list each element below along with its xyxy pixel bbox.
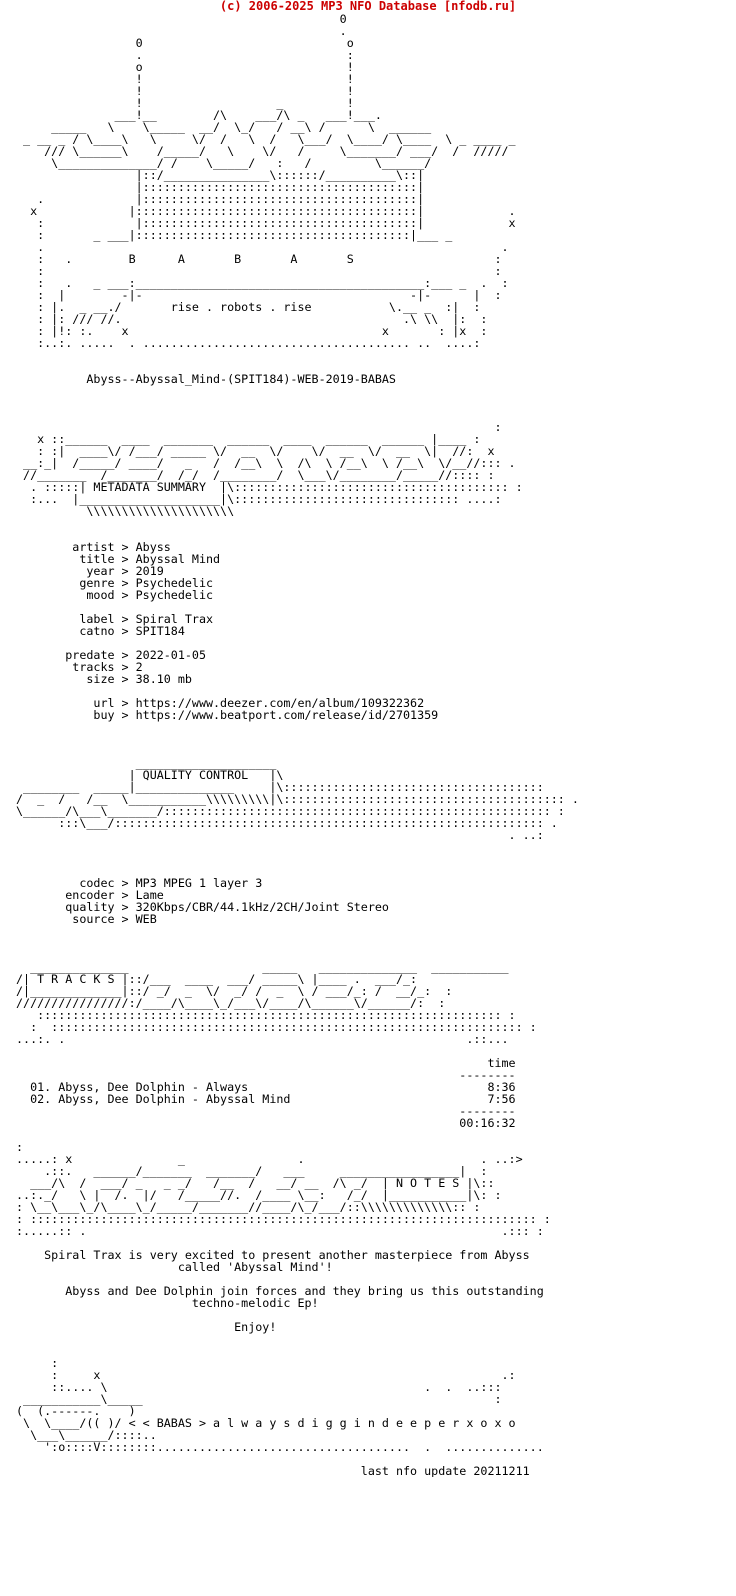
nfo-line: quality > 320Kbps/CBR/44.1kHz/2CH/Joint Stereo <box>16 900 389 914</box>
nfo-line: : :| ____\/ /___/ _____ \/ __ \/ \/ __ \/ __ \| //: x <box>16 444 495 458</box>
nfo-line: ! _ ! <box>16 96 354 110</box>
nfo-line: x |::::::::::::::::::::::::::::::::::::::::| . <box>16 204 516 218</box>
nfo-line: 02. Abyss, Dee Dolphin - Abyssal Mind 7:56 <box>16 1092 516 1106</box>
nfo-line: url > https://www.deezer.com/en/album/109322362 <box>16 696 425 710</box>
nfo-line: 01. Abyss, Dee Dolphin - Always 8:36 <box>16 1080 516 1094</box>
nfo-line: ( (.------. ) <box>16 1404 136 1418</box>
nfo-line: 00:16:32 <box>16 1116 516 1130</box>
nfo-line: : |!: :. x x : |x : <box>16 324 488 338</box>
nfo-line: o ! <box>16 60 354 74</box>
nfo-line: / _ / /__ \___________\\\\\\\\\|\:::::::::::::::::::::::::::::::::::::::: . <box>16 792 579 806</box>
nfo-line: ___/\ / ___/ _ _ _/ /__ / __/ __ /\ _/ | N O T E S |\:: <box>16 1176 495 1190</box>
nfo-line: /| T R A C K S |::/___ ____ ___/ _____\ |____ . ___/_: <box>16 972 418 986</box>
nfo-line: . <box>16 24 347 38</box>
nfo-line: :..:. ..... . ...................................... .. ....: <box>16 336 481 350</box>
nfo-line: : ::::::::::::::::::::::::::::::::::::::::::::::::::::::::::::::::::: : <box>16 1020 537 1034</box>
nfo-line: ..:._/ \ | /. |/ /_____//. /____ \__: /_/ |___________|\: : <box>16 1188 502 1202</box>
nfo-line: ___________\_____ : <box>16 1392 502 1406</box>
nfo-line: Spiral Trax is very excited to present another masterpiece from Abyss <box>16 1248 530 1262</box>
nfo-line: artist > Abyss <box>16 540 171 554</box>
nfo-line: ////////////////:/____/\____\_/___\/____/\______\/______/: : <box>16 996 446 1010</box>
nfo-line: : | -|- -|- | : <box>16 288 502 302</box>
nfo-line: last nfo update 20211211 <box>16 1464 530 1477</box>
nfo-line: : |:::::::::::::::::::::::::::::::::::::::| x <box>16 216 516 230</box>
nfo-line: _____ \ \_____ __/ \_/ / __\ / \ ______ <box>16 120 432 134</box>
nfo-line: techno-melodic Ep! <box>16 1296 319 1310</box>
nfo-line: _ __ _ / \____\ \ \/ / \ / \___/ \____/ \____ \ _ ____ _ <box>16 132 516 146</box>
nfo-line: : :::::::::::::::::::::::::::::::::::::::::::::::::::::::::::::::::::::::: : <box>16 1212 551 1226</box>
nfo-line: . |:::::::::::::::::::::::::::::::::::::::| <box>16 192 425 206</box>
nfo-line: : x .: <box>16 1368 516 1382</box>
nfo-line: : <box>16 1356 59 1370</box>
nfo-line: : . _ ___:_________________________________________:___ _ . : <box>16 276 509 290</box>
nfo-line: \ \____/(( )/ < < BABAS > a l w a y s d i g g i n d e e p e r x o x o <box>16 1416 516 1430</box>
nfo-line: /// \______\ /_____/ \ \/ / \_______/ ___/ / ///// <box>16 144 509 158</box>
nfo-line: ______________ _____ ______________ ___________ <box>16 960 509 974</box>
nfo-line <box>16 733 720 745</box>
nfo-line: |::/_______________\::::::/__________\::| <box>16 168 425 182</box>
nfo-line <box>16 841 720 853</box>
nfo-line: 0 o <box>16 36 354 50</box>
nfo-line <box>16 1345 720 1357</box>
nfo-line: . ..: <box>16 828 544 842</box>
nfo-line: -------- <box>16 1068 516 1082</box>
nfo-line: \______/\___\_______/::::::::::::::::::::::::::::::::::::::::::::::::::::::: : <box>16 804 565 818</box>
nfo-line: time <box>16 1056 516 1070</box>
nfo-line: title > Abyssal Mind <box>16 552 221 566</box>
copyright-banner: (c) 2006-2025 MP3 NFO Database [nfodb.ru] <box>219 0 517 13</box>
nfo-line: -------- <box>16 1104 516 1118</box>
nfo-line: 0 <box>16 13 347 26</box>
nfo-line: predate > 2022-01-05 <box>16 648 206 662</box>
nfo-line: :... |____________________|\:::::::::::::::::::::::::::::::: ....: <box>16 492 502 506</box>
nfo-line: size > 38.10 mb <box>16 672 192 686</box>
nfo-line: ':o::::V::::::::.................................... . .............. <box>16 1440 544 1454</box>
nfo-line <box>16 925 720 937</box>
nfo-line: : |: /// //. .\ \\ |: : <box>16 312 488 326</box>
nfo-line: \___\______/::::.. <box>16 1428 157 1442</box>
nfo-line: called 'Abyssal Mind'! <box>16 1260 333 1274</box>
nfo-text <box>16 13 720 1477</box>
nfo-line <box>16 937 720 949</box>
nfo-line <box>16 1129 720 1141</box>
nfo-line: : <box>16 1140 24 1154</box>
nfo-line: ___!__ /\ ___/\ _ ___!___. <box>16 108 382 122</box>
nfo-line: ! ! <box>16 72 354 86</box>
nfo-line: Abyss--Abyssal_Mind-(SPIT184)-WEB-2019-BABAS <box>16 372 396 386</box>
nfo-line: .::. ______/_______ _______/ ___ _________________| : <box>16 1164 488 1178</box>
nfo-line: encoder > Lame <box>16 888 164 902</box>
nfo-line: /|_____________|::/ _/ _ \/ _/ / _ \ / ___/_: / __/_: : <box>16 984 453 998</box>
nfo-line: :::::::::::::::::::::::::::::::::::::::::::::::::::::::::::::::::: : <box>16 1008 516 1022</box>
nfo-line <box>16 385 720 397</box>
nfo-line: . :::::| METADATA SUMMARY |\::::::::::::::::::::::::::::::::::::::: : <box>16 480 523 494</box>
nfo-line: label > Spiral Trax <box>16 612 214 626</box>
nfo-line: : : <box>16 264 502 278</box>
nfo-line <box>16 397 720 409</box>
nfo-line: source > WEB <box>16 912 157 926</box>
nfo-line: ...:. . .::... <box>16 1032 509 1046</box>
nfo-line: : |. _ __./ rise . robots . rise \.__ _ :| : <box>16 300 481 314</box>
nfo-line: year > 2019 <box>16 564 164 578</box>
nfo-line: //_______ /_______/ /_/ /________/ \___\/________/_____//:::: : <box>16 468 495 482</box>
nfo-line <box>16 349 720 361</box>
nfo-line: ____________________ <box>16 756 277 770</box>
nfo-line: : . B A B A S : <box>16 252 502 266</box>
nfo-line: Abyss and Dee Dolphin join forces and they bring us this outstanding <box>16 1284 544 1298</box>
nfo-line: ! ! <box>16 84 354 98</box>
nfo-line: : \__\___\_/\____\_/_____/_______//____/\_/___/::\\\\\\\\\\\\\:: : <box>16 1200 481 1214</box>
nfo-line: catno > SPIT184 <box>16 624 185 638</box>
nfo-line: . : <box>16 48 354 62</box>
nfo-line: . . <box>16 240 509 254</box>
nfo-line: \______________/ / \_____/ : / \______/ <box>16 156 432 170</box>
nfo-line: : <box>16 420 502 434</box>
nfo-line <box>16 517 720 529</box>
nfo-line: ::.... \ . . ..::: <box>16 1380 502 1394</box>
nfo-line: buy > https://www.beatport.com/release/id/2701359 <box>16 708 439 722</box>
nfo-line: :.....:: . .::: : <box>16 1224 544 1238</box>
nfo-line <box>16 1333 720 1345</box>
nfo-line: |:::::::::::::::::::::::::::::::::::::::| <box>16 180 425 194</box>
nfo-line: :::\___/::::::::::::::::::::::::::::::::::::::::::::::::::::::::::::: . <box>16 816 558 830</box>
nfo-line: .....: x _ . . ..:> <box>16 1152 523 1166</box>
nfo-line: tracks > 2 <box>16 660 143 674</box>
nfo-line: x ::______ ____ _______ ______ ____ ______ ______ |____ : <box>16 432 481 446</box>
nfo-line: mood > Psychedelic <box>16 588 214 602</box>
nfo-line <box>16 853 720 865</box>
nfo-line: Enjoy! <box>16 1320 277 1334</box>
nfo-line: codec > MP3 MPEG 1 layer 3 <box>16 876 263 890</box>
nfo-line: ________ _____|______________ |\::::::::::::::::::::::::::::::::::::: <box>16 780 544 794</box>
nfo-line: genre > Psychedelic <box>16 576 214 590</box>
nfo-line: \\\\\\\\\\\\\\\\\\\\\ <box>16 504 235 518</box>
nfo-line <box>16 721 720 733</box>
nfo-line: : _ ___|:::::::::::::::::::::::::::::::::::::::|___ _ <box>16 228 453 242</box>
nfo-line: __:_| /_____/ ____/ _ / /__\ \ /\ \ /__\ \ /__\ \/__//::: . <box>16 456 516 470</box>
nfo-line: | QUALITY CONTROL |\ <box>16 768 284 782</box>
